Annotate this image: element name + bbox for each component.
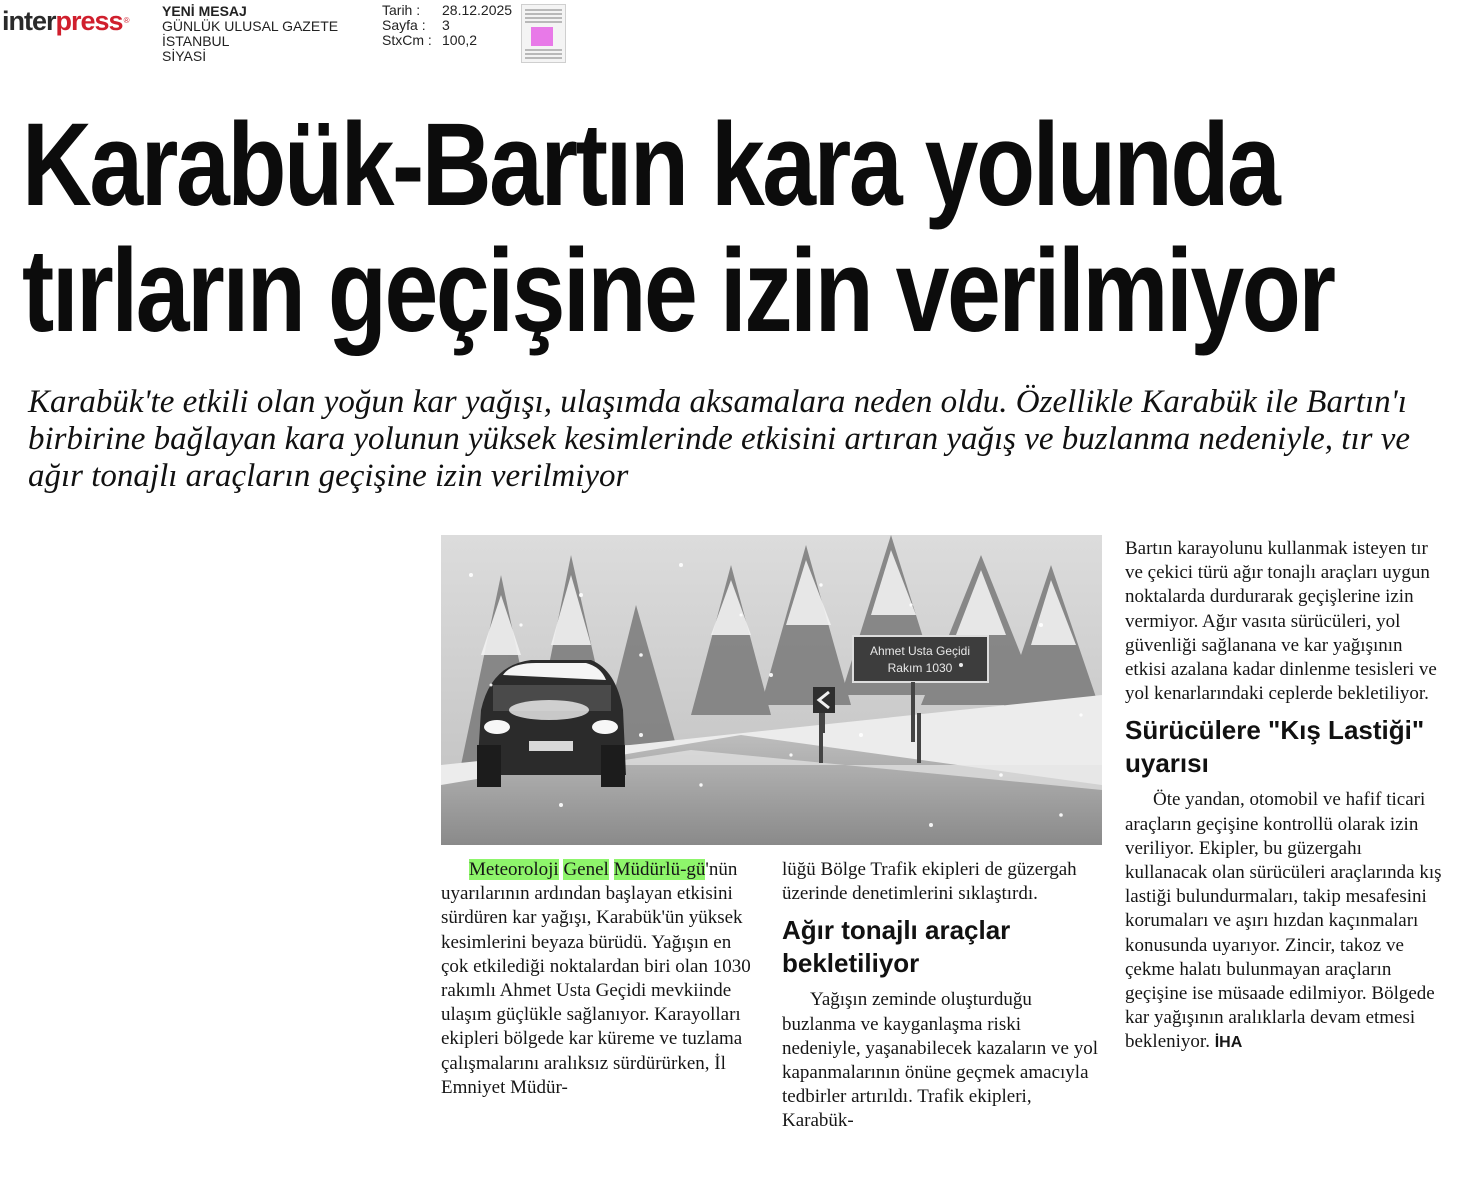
logo-registered-mark: ®	[123, 16, 129, 25]
publication-type: GÜNLÜK ULUSAL GAZETE	[162, 18, 339, 34]
sign-text-line-2: Rakım 1030	[887, 661, 953, 675]
column-1-text: 'nün uyarılarının ardından başlayan etkisini sürdüren kar yağışı, Karabük'ün yüksek kesimlerini beyaza bürüdü. Yağışın en çok etkilediği noktalardan biri olan 1030 rakımlı Ahmet Usta Geçidi mevkiinde ulaşım güçlükle sağlanıyor. Karayolları ekipleri bölgede kar küreme ve tuzlama çalışmalarını aralıksız sürdürürken, İl Emniyet Müdür-	[441, 859, 751, 1098]
snowy-road-photo	[441, 535, 1102, 845]
column-2-paragraph-2: Yağışın zeminde oluşturduğu buzlanma ve kayganlaşma riski nedeniyle, yaşanabilecek kazaların ve yol kapanmalarının önüne geçmek amacıyla tedbirler artırıldı. Trafik ekipleri, Karabük-	[782, 989, 1098, 1132]
meta-date-label: Tarih :	[382, 2, 421, 18]
article-photo	[441, 535, 1102, 845]
meta-page	[382, 18, 512, 33]
meta-stxcm-value: 100,2	[442, 32, 478, 48]
column-3-text: Öte yandan, otomobil ve hafif ticari araçların geçişine kontrollü olarak izin veriliyor. Ekipler, bu güzergahı kullanacak olan sürücüleri araçlarında kış lastiği bulundurmaları, takip mesafesini korumaları ve aşırı hızdan kaçınmaları konusunda uyarıyor. Zincir, takoz ve çekme halatı bulunmayan araçların geçişine ise müsaade edilmiyor. Bölgede kar yağışının aralıklarla devam etmesi bekleniyor.	[1125, 789, 1442, 1053]
column-2-paragraph-1: lüğü Bölge Trafik ekipleri de güzergah üzerinde denetimlerini sıklaştırdı.	[782, 859, 1077, 905]
logo-text-press: press	[55, 6, 123, 36]
headline-line-1: Karabük-Bartın kara yolunda	[22, 99, 1279, 231]
article-spot: Karabük'te etkili olan yoğun kar yağışı, ulaşımda aksamalara neden oldu. Özellikle Karabük ile Bartın'ı birbirine bağlayan kara yolunun yüksek kesimlerinde etkisini artıran yağış ve buzlanma nedeniyle, tır ve ağır tonajlı araçların geçişine izin verilmiyor	[28, 384, 1411, 494]
publication-category: SİYASİ	[162, 48, 207, 64]
meta-date	[382, 3, 512, 18]
highlight-word-3: Müdürlü-	[613, 859, 687, 880]
meta-stxcm-label: StxCm :	[382, 32, 432, 48]
interpress-logo	[2, 6, 128, 36]
article-column-3	[1125, 537, 1443, 1056]
column-3-paragraph-2	[1125, 788, 1443, 1055]
highlight-word-1: Meteoroloji	[469, 859, 559, 880]
article-column-1	[441, 858, 758, 1100]
highlight-word-2: Genel	[563, 859, 609, 880]
meta-page-label: Sayfa :	[382, 17, 426, 33]
column-3-paragraph-1: Bartın karayolunu kullanmak isteyen tır ve çekici türü ağır tonajlı araçları uygun noktalarda durdurarak geçişlerine izin vermiyor. Ağır vasıta sürücüleri, yol güvenliği sağlanana ve kar yağışının etkisi azalana kadar dinlenme tesisleri ve yol kenarlarındaki ceplerde bekletiliyor.	[1125, 538, 1437, 705]
meta-stxcm	[382, 33, 512, 48]
news-agency-credit: İHA	[1214, 1034, 1243, 1052]
publication-name: YENİ MESAJ	[162, 3, 247, 19]
headline-line-2: tırların geçişine izin verilmiyor	[22, 225, 1334, 357]
page-thumbnail[interactable]	[521, 4, 566, 63]
sign-text-line-1: Ahmet Usta Geçidi	[869, 644, 971, 658]
clipping-meta	[382, 3, 512, 48]
article-headline	[22, 99, 1462, 357]
column-1-paragraph	[441, 858, 758, 1100]
article-column-2	[782, 858, 1098, 1134]
subheading-winter-tyre: Sürücülere "Kış Lastiği" uyarısı	[1125, 715, 1425, 779]
subheading-heavy-vehicles: Ağır tonajlı araçlar bekletiliyor	[782, 915, 1011, 979]
meta-page-value: 3	[442, 17, 450, 33]
thumbnail-article-highlight	[531, 27, 553, 46]
publication-info	[162, 4, 338, 64]
highlight-word-4: gü	[686, 859, 706, 880]
meta-date-value: 28.12.2025	[442, 2, 513, 18]
logo-text-inter: inter	[2, 6, 56, 36]
publication-city: İSTANBUL	[162, 33, 230, 49]
car-icon	[477, 660, 626, 787]
